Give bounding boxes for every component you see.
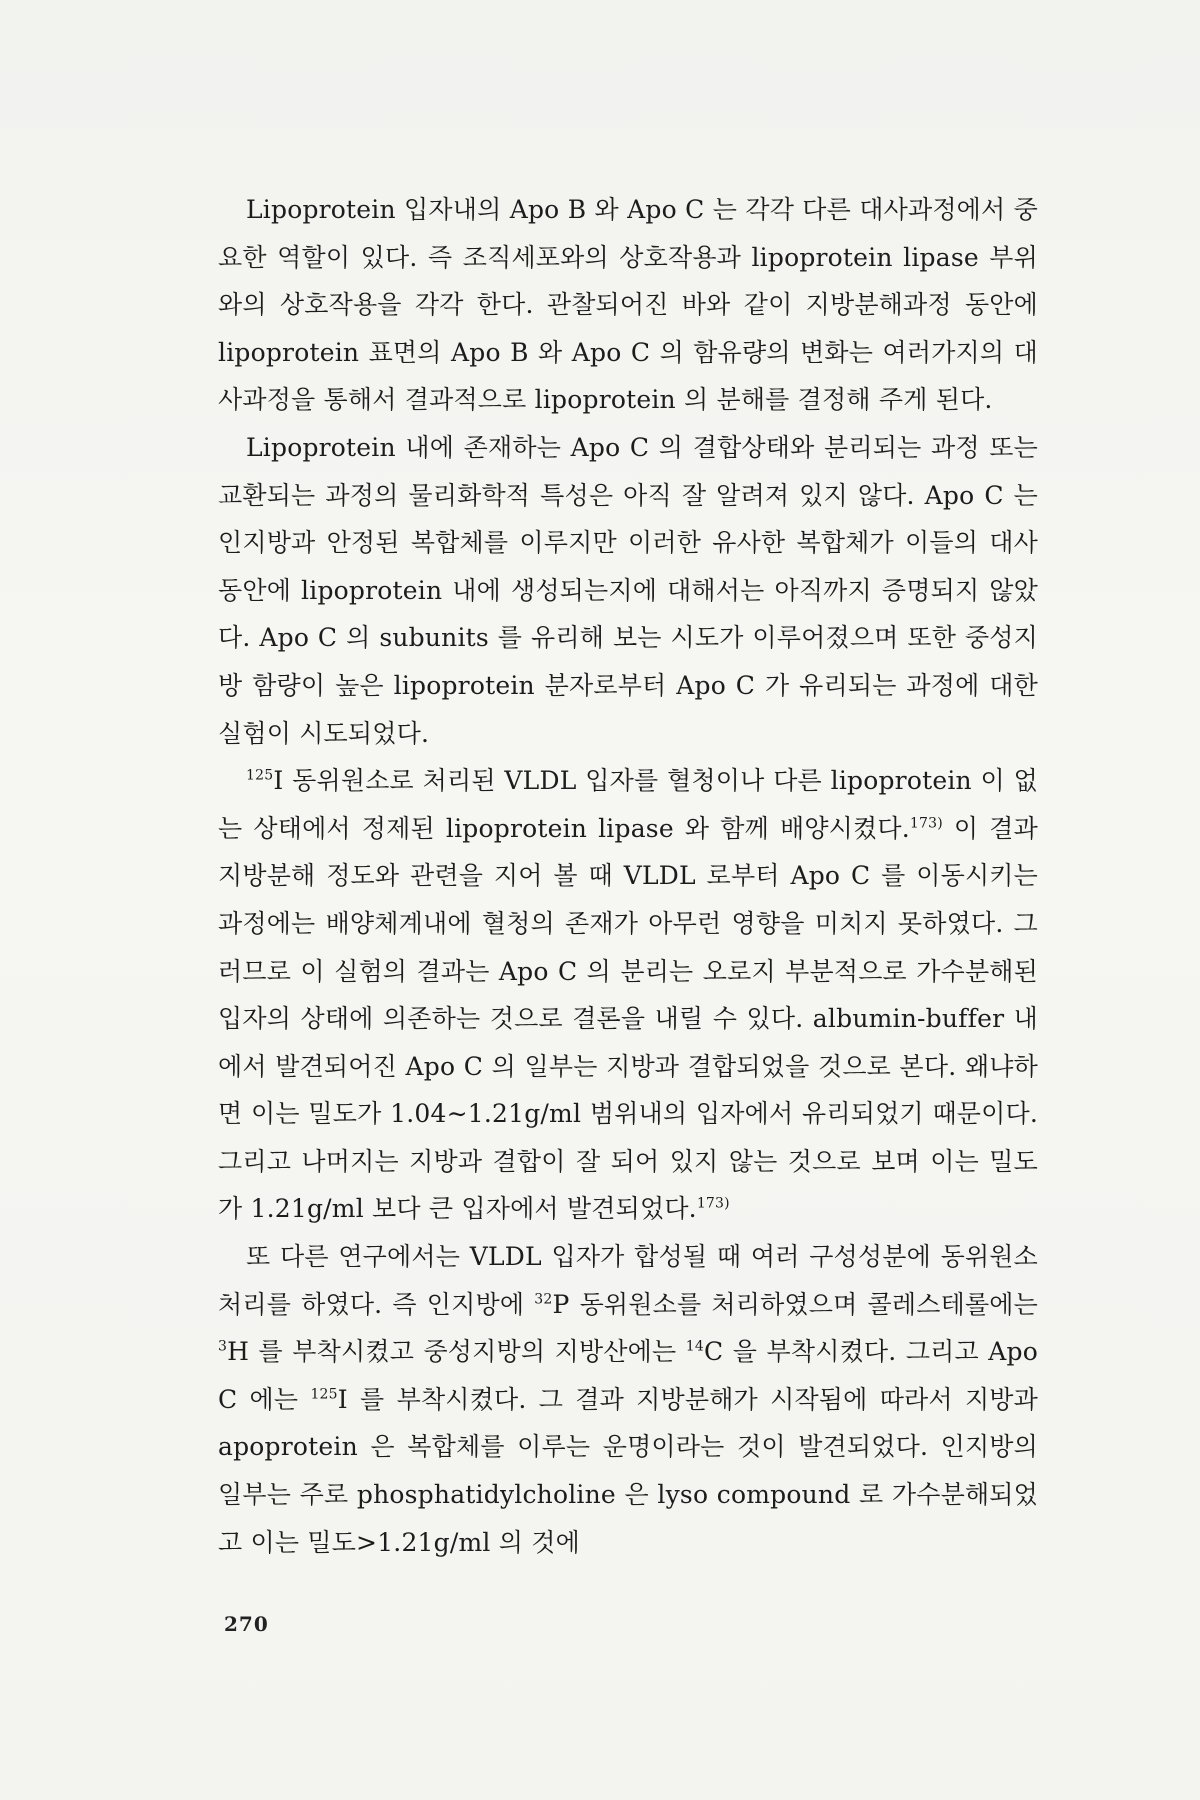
paragraph-3: [218, 757, 1038, 1233]
reference-superscript-end: 173): [696, 1196, 730, 1213]
paragraph-2-text: Lipoprotein 내에 존재하는 Apo C 의 결합상태와 분리되는 과정 또는 교환되는 과정의 물리화학적 특성은 아직 잘 알려져 있지 않다. Apo C 는 인지방과 안정된 복합체를 이루지만 이러한 유사한 복합체가 이들의 대사 동안에 lipoprotein 내에 생성되는지에 대해서는 아직까지 증명되지 않았다. Apo C 의 subunits 를 유리해 보는 시도가 이루어졌으며 또한 중성지방 함량이 높은 lipoprotein 분자로부터 Apo C 가 유리되는 과정에 대한 실험이 시도되었다.: [218, 432, 1038, 748]
paragraph-4-part-2: P 동위원소를 처리하였으며 콜레스테롤에는: [552, 1289, 1038, 1319]
paragraph-4-part-1: 또 다른 연구에서는 VLDL 입자가 합성될 때 여러 구성성분에 동위원소 처리를 하였다. 즉 인지방에: [218, 1242, 1038, 1319]
page-number: 270: [224, 1612, 269, 1636]
paragraph-1: [218, 186, 1038, 424]
paragraph-1-text: Lipoprotein 입자내의 Apo B 와 Apo C 는 각각 다른 대사과정에서 중요한 역할이 있다. 즉 조직세포와의 상호작용과 lipoprotein lipase 부위와의 상호작용을 각각 한다. 관찰되어진 바와 같이 지방분해과정 동안에 lipoprotein 표면의 Apo B 와 Apo C 의 함유량의 변화는 여러가지의 대사과정을 통해서 결과적으로 lipoprotein 의 분해를 결정해 주게 된다.: [218, 195, 1038, 415]
paragraph-3-continuation: 이 결과 지방분해 정도와 관련을 지어 볼 때 VLDL 로부터 Apo C 를 이동시키는 과정에는 배양체계내에 혈청의 존재가 아무런 영향을 미치지 못하였다. 그러므로 이 실험의 결과는 Apo C 의 분리는 오로지 부분적으로 가수분해된 입자의 상태에 의존하는 것으로 결론을 내릴 수 있다. albumin-buffer 내에서 발견되어진 Apo C 의 일부는 지방과 결합되었을 것으로 본다. 왜냐하면 이는 밀도가 1.04∼1.21g/ml 범위내의 입자에서 유리되었기 때문이다. 그리고 나머지는 지방과 결합이 잘 되어 있지 않는 것으로 보며 이는 밀도가 1.21g/ml 보다 큰 입자에서 발견되었다.: [218, 813, 1038, 1224]
paragraph-4: [218, 1233, 1038, 1566]
paragraph-4-part-5: I 를 부착시켰다. 그 결과 지방분해가 시작됨에 따라서 지방과 apoprotein 은 복합체를 이루는 운명이라는 것이 발견되었다. 인지방의 일부는 주로 phosphatidylcholine 은 lyso compound 로 가수분해되었고 이는 밀도>1.21g/ml 의 것에: [218, 1384, 1038, 1557]
paragraph-3-text: I 동위원소로 처리된 VLDL 입자를 혈청이나 다른 lipoprotein 이 없는 상태에서 정제된 lipoprotein lipase 와 함께 배양시켰다.: [218, 766, 1038, 843]
reference-superscript: 173): [909, 815, 943, 832]
paragraph-4-part-3: H 를 부착시켰고 중성지방의 지방산에는: [227, 1337, 686, 1367]
body-text: [218, 186, 1038, 1566]
isotope-superscript-h3: 3: [218, 1338, 228, 1355]
isotope-superscript-c14: 14: [685, 1338, 705, 1355]
paragraph-2: [218, 424, 1038, 757]
isotope-superscript: 125: [246, 767, 274, 784]
isotope-superscript-i125: 125: [310, 1386, 338, 1403]
paragraph-4-part-4: C 을 부착시켰다. 그리고 Apo C 에는: [218, 1337, 1039, 1414]
isotope-superscript-p32: 32: [534, 1291, 553, 1308]
